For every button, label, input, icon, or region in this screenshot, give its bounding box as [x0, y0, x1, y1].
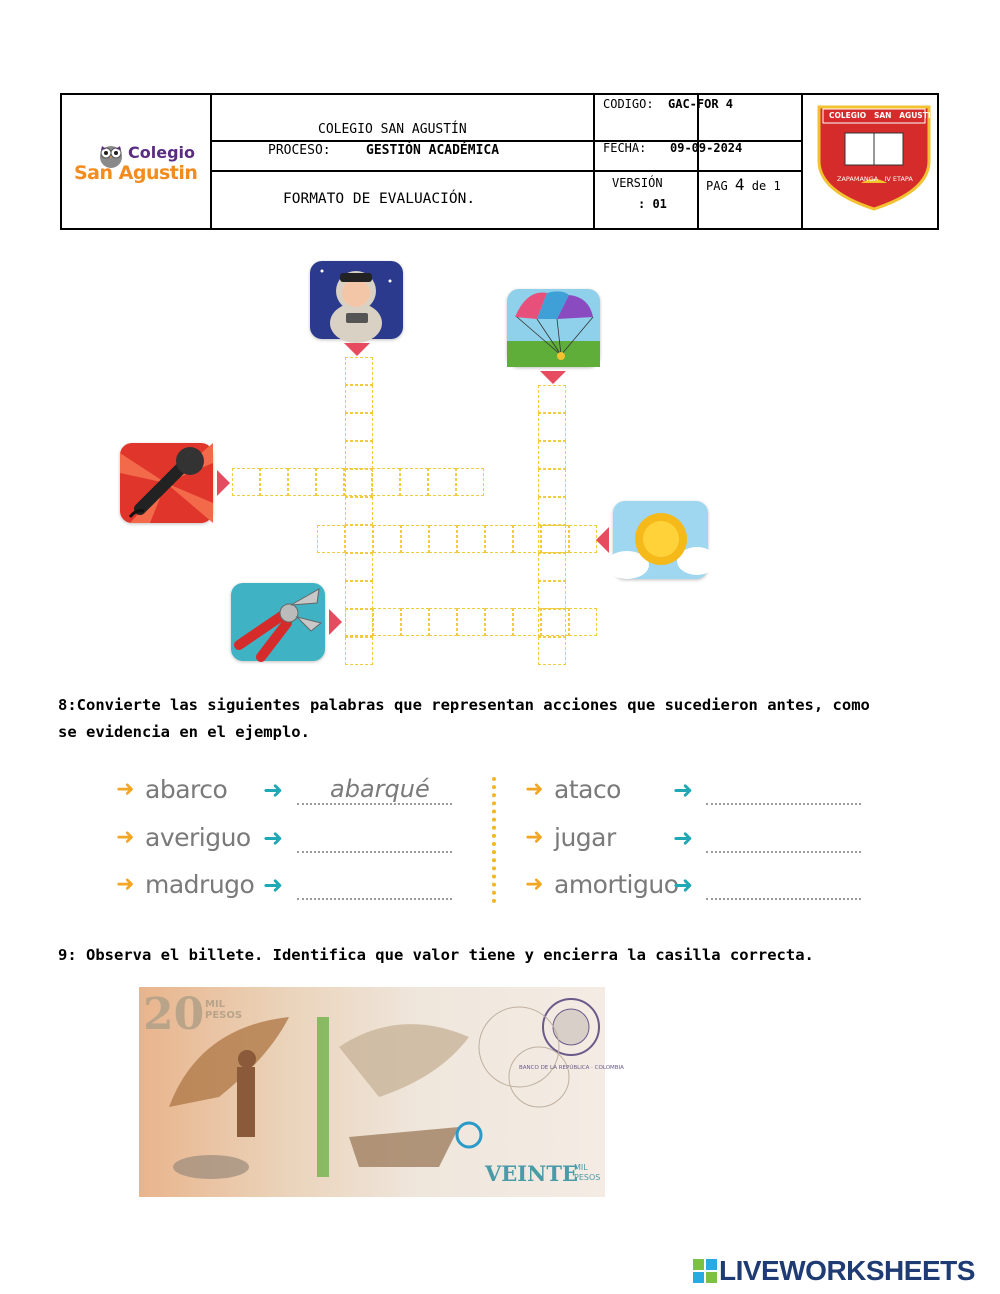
page-prefix: PAG: [706, 179, 728, 193]
crossword-cell[interactable]: [400, 468, 428, 496]
logo-line2: San Agustin: [74, 162, 198, 184]
page-suffix: de 1: [751, 179, 781, 193]
crossword-cell[interactable]: [372, 468, 400, 496]
bill-number: 20: [143, 989, 205, 1040]
arrow-right-icon: ➜: [116, 872, 135, 897]
astronaut-pointer: [344, 343, 370, 356]
answer-line[interactable]: [297, 803, 452, 805]
crossword-cell[interactable]: [538, 525, 566, 553]
verb-word: madrugo: [145, 870, 255, 899]
page-number: 4: [734, 175, 745, 194]
crossword-cell[interactable]: [485, 525, 513, 553]
answer-line[interactable]: [706, 898, 861, 900]
bill-seal-text: BANCO DE LA REPÚBLICA · COLOMBIA: [519, 1065, 624, 1071]
answer-line[interactable]: [297, 898, 452, 900]
crossword-cell[interactable]: [345, 357, 373, 385]
logo-line1: Colegio: [128, 143, 195, 162]
arrow-right-icon: ➜: [263, 824, 284, 852]
crossword-cell[interactable]: [569, 608, 597, 636]
arrow-right-icon: ➜: [263, 776, 284, 804]
crossword-cell[interactable]: [345, 609, 373, 637]
crossword-cell[interactable]: [345, 553, 373, 581]
crossword-cell[interactable]: [260, 468, 288, 496]
crossword-cell[interactable]: [345, 413, 373, 441]
crossword-cell[interactable]: [345, 525, 373, 553]
process-label: PROCESO:: [268, 143, 331, 158]
crossword-cell[interactable]: [345, 469, 373, 497]
exercise-9-question: 9: Observa el billete. Identifica que valor tiene y encierra la casilla correcta.: [58, 946, 814, 964]
brand-text: LIVEWORKSHEETS: [719, 1255, 975, 1286]
code-value: GAC-FOR 4: [668, 97, 734, 111]
verb-word: jugar: [554, 823, 616, 852]
crossword-cell[interactable]: [538, 385, 566, 413]
crossword-cell[interactable]: [457, 608, 485, 636]
crossword-cell[interactable]: [316, 468, 344, 496]
bill-word-mil: MIL: [574, 1163, 588, 1172]
parachute-picture: [507, 289, 600, 367]
date-value: 09-09-2024: [670, 141, 743, 155]
arrow-right-icon: ➜: [525, 777, 544, 802]
crossword-cell[interactable]: [538, 581, 566, 609]
bill-word: VEINTE: [485, 1161, 578, 1186]
exercise-8-table: [0, 765, 1000, 915]
arrow-right-icon: ➜: [116, 825, 135, 850]
column-divider: [492, 777, 496, 903]
crossword-cell[interactable]: [401, 608, 429, 636]
crossword-cell[interactable]: [373, 525, 401, 553]
bill-pesos: PESOS: [205, 1010, 243, 1021]
crossword-cell[interactable]: [513, 608, 541, 636]
pliers-picture: [231, 583, 325, 661]
parachute-pointer: [540, 371, 566, 384]
verb-word: ataco: [554, 775, 621, 804]
verb-word: abarco: [145, 775, 228, 804]
arrow-right-icon: ➜: [263, 871, 284, 899]
crossword-cell[interactable]: [317, 525, 345, 553]
crossword-cell[interactable]: [373, 608, 401, 636]
astronaut-picture: [310, 261, 403, 339]
crossword-cell[interactable]: [345, 385, 373, 413]
parachute-icon: [507, 289, 600, 367]
date-label: FECHA:: [603, 141, 647, 155]
sun-icon: [613, 501, 708, 579]
sun-picture: [613, 501, 708, 579]
crossword-cell[interactable]: [538, 441, 566, 469]
crossword-cell[interactable]: [345, 637, 373, 665]
crossword-cell[interactable]: [538, 553, 566, 581]
crossword-cell[interactable]: [428, 468, 456, 496]
bill-mil: MIL: [205, 999, 226, 1010]
verb-word: averiguo: [145, 823, 251, 852]
code-label: CODIGO:: [603, 97, 654, 111]
verb-word: amortiguo: [554, 870, 679, 899]
crest-top-text: COLEGIO SAN AGUSTIN: [829, 111, 937, 120]
school-name: COLEGIO SAN AGUSTÍN: [318, 122, 467, 137]
arrow-right-icon: ➜: [673, 824, 694, 852]
answer-line[interactable]: [297, 851, 452, 853]
crest-bottom-text: ZAPAMANGA IV ETAPA: [837, 175, 913, 183]
crossword-cell[interactable]: [456, 468, 484, 496]
liveworksheets-logo: [693, 1255, 993, 1287]
pliers-icon: [231, 583, 325, 661]
bill-word-pesos: PESOS: [574, 1173, 601, 1182]
arrow-right-icon: ➜: [116, 777, 135, 802]
pliers-pointer: [329, 609, 342, 635]
crossword-cell[interactable]: [401, 525, 429, 553]
crossword-cell[interactable]: [513, 525, 541, 553]
version-value: : 01: [638, 197, 667, 211]
crossword-cell[interactable]: [345, 581, 373, 609]
crossword-cell[interactable]: [457, 525, 485, 553]
crossword-cell[interactable]: [538, 609, 566, 637]
arrow-right-icon: ➜: [525, 872, 544, 897]
answer-example: abarqué: [330, 775, 430, 803]
crossword-cell[interactable]: [232, 468, 260, 496]
crossword-cell[interactable]: [538, 497, 566, 525]
crossword-cell[interactable]: [429, 608, 457, 636]
arrow-right-icon: ➜: [673, 871, 694, 899]
version-label: VERSIÓN: [612, 176, 663, 190]
exercise-8-question: 8:Convierte las siguientes palabras que representan acciones que sucedieron antes, como se evidencia en el ejemplo.: [58, 696, 870, 741]
microphone-icon: [120, 443, 213, 523]
banknote-image: [139, 987, 624, 1197]
answer-line[interactable]: [706, 803, 861, 805]
astronaut-icon: [310, 261, 403, 339]
sun-pointer: [596, 527, 609, 553]
crossword-cell[interactable]: [288, 468, 316, 496]
format-title: FORMATO DE EVALUACIÓN.: [283, 191, 476, 207]
arrow-right-icon: ➜: [525, 825, 544, 850]
arrow-right-icon: ➜: [673, 776, 694, 804]
crossword-cell[interactable]: [345, 497, 373, 525]
answer-line[interactable]: [706, 851, 861, 853]
crossword-cell[interactable]: [485, 608, 513, 636]
crossword-cell[interactable]: [538, 637, 566, 665]
liveworksheets-icon: [693, 1259, 717, 1283]
crossword-cell[interactable]: [345, 441, 373, 469]
microphone-picture: [120, 443, 213, 523]
crossword-cell[interactable]: [538, 413, 566, 441]
process-value: GESTIÓN ACADÉMICA: [366, 143, 500, 158]
crossword-cell[interactable]: [538, 469, 566, 497]
microphone-pointer: [217, 470, 230, 496]
crossword-cell[interactable]: [429, 525, 457, 553]
crossword-cell[interactable]: [569, 525, 597, 553]
